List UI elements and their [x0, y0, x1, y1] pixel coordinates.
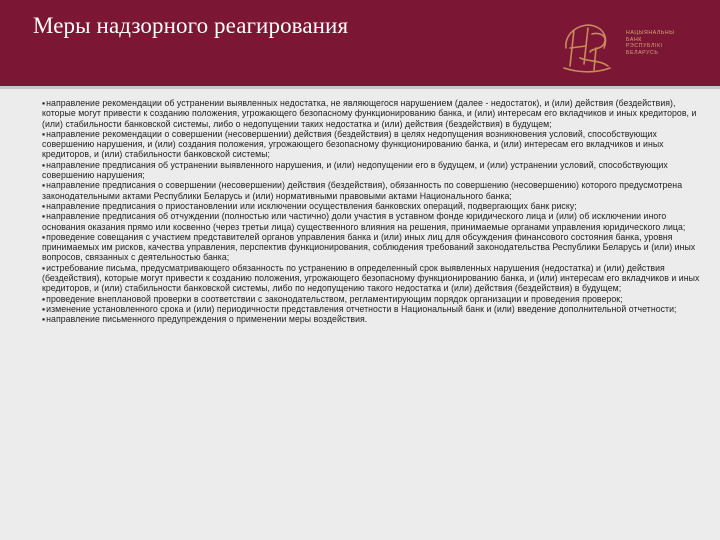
list-item — [42, 304, 702, 314]
logo-line: БАНК — [626, 36, 642, 43]
logo-caption — [626, 30, 706, 56]
list-item — [42, 263, 702, 294]
bullet-icon: ▪ — [42, 159, 46, 170]
bullet-icon: ▪ — [42, 262, 46, 273]
bullet-icon: ▪ — [42, 231, 46, 242]
logo-line: НАЦЫЯНАЛЬНЫ — [626, 30, 675, 36]
item-text: направление предписания об устранении выявленного нарушения, и (или) недопущении его в будущем, и (или) устранении условий, способствующих совершению нарушения; — [42, 159, 668, 181]
bullet-icon: ▪ — [42, 303, 46, 314]
list-item — [42, 98, 702, 129]
logo-line: БЕЛАРУСЬ — [626, 49, 659, 56]
bullet-icon: ▪ — [42, 128, 46, 139]
title-banner — [0, 0, 720, 86]
header-divider — [0, 86, 720, 89]
list-item — [42, 180, 702, 201]
bullet-icon: ▪ — [42, 180, 46, 191]
item-text: проведение внеплановой проверки в соответствии с законодательством, регламентирующим порядок организации и проведения проверок; — [46, 293, 623, 304]
item-text: направление рекомендации о совершении (несовершении) действия (бездействия) в целях недопущения возникновения условий, способствующих совершению нарушения, и (или) создания положения, угрожающего безопасному функционированию банка, и (или) интересам его вкладчиков и иных кредиторов, и (или) стабильности банковской системы; — [42, 128, 664, 160]
item-text: изменение установленного срока и (или) периодичности представления отчетности в Национальный банк и (или) введение дополнительной отчетности; — [46, 303, 677, 314]
item-text: направление предписания о приостановлении или исключении осуществления банковских операций, подвергающих банк риску; — [46, 200, 577, 211]
list-item — [42, 232, 702, 263]
list-item — [42, 211, 702, 232]
list-item — [42, 314, 702, 324]
item-text: направление рекомендации об устранении выявленных недостатка, не являющегося нарушением (далее - недостаток), и (или) действия (бездействия), которые могут привести к созданию положения, угрожающего безопасному функционированию банка, и (или) интересам его вкладчиков и иных кредиторов, и (или) стабильности банковской системы, либо о недопущении таких недостатка и (или) действия (бездействия) в будущем; — [42, 98, 697, 129]
page-title: Меры надзорного реагирования — [33, 13, 349, 38]
item-text: направление предписания о совершении (несовершении) действия (бездействия), обязанность по совершению (несовершению) которого предусмотрена законодательными актами Республики Беларусь и (или) нормативными правовыми актами Национального банка; — [42, 180, 683, 201]
list-item — [42, 201, 702, 211]
logo-line: РЭСПУБЛІКІ — [626, 43, 663, 50]
bullet-icon: ▪ — [42, 293, 46, 304]
list-item — [42, 160, 702, 181]
item-text: направление предписания об отчуждении (полностью или частично) доли участия в уставном фонде юридического лица и (или) об исключении иного основания оказания прямо или косвенно (через третьи лица) существенного влияния на решения, принимаемые органами управления юридического лица; — [42, 211, 686, 232]
bullet-icon: ▪ — [42, 211, 46, 222]
measures-list — [42, 98, 702, 325]
list-item — [42, 294, 702, 304]
bullet-icon: ▪ — [42, 98, 46, 108]
bullet-icon: ▪ — [42, 200, 46, 211]
item-text: истребование письма, предусматривающего обязанность по устранению в определенный срок выявленных нарушения (недостатка) и (или) действия (бездействия), которые могут привести к созданию положения, угрожающего безопасному функционированию банка, и (или) интересам его вкладчиков и иных кредиторов, и (или) стабильности банковской системы, либо по недопущению такого недостатка и (или) действия (бездействия) в будущем; — [42, 262, 700, 294]
item-text: направление письменного предупреждения о применении меры воздействия. — [46, 314, 368, 325]
item-text: проведение совещания с участием представителей органов управления банка и (или) иных лиц для обсуждения финансового состояния банка, уровня принимаемых им рисков, качества управления, перспектив функционирования, соблюдения требований законодательства Республики Беларусь и (или) иных вопросов, связанных с деятельностью банка; — [42, 231, 696, 263]
list-item — [42, 129, 702, 160]
bullet-icon: ▪ — [42, 314, 46, 325]
nbrb-monogram-icon — [560, 18, 616, 76]
